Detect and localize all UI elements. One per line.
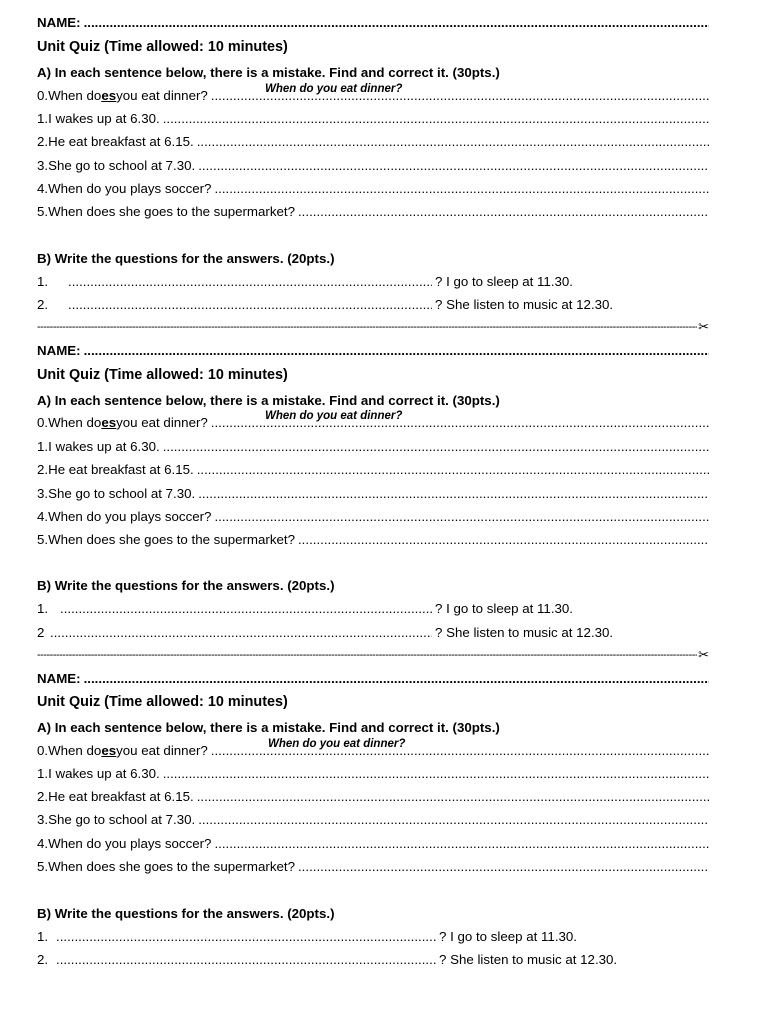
item-text: When do you plays soccer?	[48, 836, 212, 851]
part-b-item-1[interactable]	[37, 274, 709, 292]
item-number: 2.	[37, 297, 49, 312]
item-text: When does she goes to the supermarket?	[48, 532, 295, 547]
example-answer: When do you eat dinner?	[265, 410, 403, 422]
part-a-item-2[interactable]	[37, 462, 709, 480]
name-label: NAME:	[37, 671, 81, 686]
part-a-item-2[interactable]	[37, 134, 709, 152]
item-number: 1.	[37, 274, 49, 289]
item-number: 3.	[37, 812, 49, 827]
part-b-item-2[interactable]	[37, 952, 709, 970]
item-number: 0.	[37, 415, 49, 430]
example-answer: When do you eat dinner?	[265, 83, 403, 95]
item-number: 0.	[37, 743, 49, 758]
item-number: 2.	[37, 952, 49, 967]
example-underlined: es	[101, 415, 117, 430]
item-number: 2.	[37, 462, 49, 477]
cut-line	[37, 648, 709, 662]
part-a-item-5[interactable]	[37, 204, 709, 222]
part-a-heading: A) In each sentence below, there is a mistake. Find and correct it. (30pts.)	[37, 65, 500, 80]
example-underlined: es	[101, 88, 117, 103]
item-text: She go to school at 7.30.	[48, 158, 196, 173]
part-a-heading: A) In each sentence below, there is a mistake. Find and correct it. (30pts.)	[37, 393, 500, 408]
part-a-item-4[interactable]	[37, 509, 709, 527]
example-pre: When do	[48, 415, 102, 430]
item-number: 3.	[37, 486, 49, 501]
item-number: 2.	[37, 789, 49, 804]
item-text: When does she goes to the supermarket?	[48, 204, 295, 219]
part-b-item-1[interactable]	[37, 929, 709, 947]
example-post: you eat dinner?	[116, 88, 208, 103]
part-b-heading: B) Write the questions for the answers. (20pts.)	[37, 906, 335, 921]
given-answer: ? I go to sleep at 11.30.	[439, 929, 577, 944]
item-text: I wakes up at 6.30.	[48, 111, 160, 126]
item-number: 5.	[37, 204, 49, 219]
item-text: When do you plays soccer?	[48, 509, 212, 524]
part-b-item-2[interactable]	[37, 297, 709, 315]
part-b-heading: B) Write the questions for the answers. (20pts.)	[37, 578, 335, 593]
scissors-icon: ✂	[698, 320, 709, 334]
given-answer: ? I go to sleep at 11.30.	[435, 601, 573, 616]
item-number: 1.	[37, 929, 49, 944]
name-field[interactable]	[37, 15, 709, 33]
quiz-title: Unit Quiz (Time allowed: 10 minutes)	[37, 694, 288, 710]
item-number: 1.	[37, 601, 49, 616]
part-b-heading: B) Write the questions for the answers. (20pts.)	[37, 251, 335, 266]
part-a-item-5[interactable]	[37, 532, 709, 550]
quiz-title: Unit Quiz (Time allowed: 10 minutes)	[37, 39, 288, 55]
item-text: She go to school at 7.30.	[48, 486, 196, 501]
given-answer: ? She listen to music at 12.30.	[439, 952, 618, 967]
part-a-item-3[interactable]	[37, 158, 709, 176]
part-a-heading: A) In each sentence below, there is a mistake. Find and correct it. (30pts.)	[37, 720, 500, 735]
item-number: 5.	[37, 532, 49, 547]
part-a-item-1[interactable]	[37, 766, 709, 784]
item-text: I wakes up at 6.30.	[48, 766, 160, 781]
part-a-item-4[interactable]	[37, 181, 709, 199]
item-number: 5.	[37, 859, 49, 874]
part-a-item-3[interactable]	[37, 812, 709, 830]
item-number: 1.	[37, 766, 49, 781]
part-a-item-1[interactable]	[37, 111, 709, 129]
item-number: 4.	[37, 181, 49, 196]
example-underlined: es	[101, 743, 117, 758]
part-a-item-2[interactable]	[37, 789, 709, 807]
item-text: He eat breakfast at 6.15.	[48, 134, 194, 149]
example-post: you eat dinner?	[116, 743, 208, 758]
item-text: When does she goes to the supermarket?	[48, 859, 295, 874]
part-b-item-1[interactable]	[37, 601, 709, 619]
item-text: She go to school at 7.30.	[48, 812, 196, 827]
item-text: He eat breakfast at 6.15.	[48, 462, 194, 477]
scissors-icon: ✂	[698, 648, 709, 662]
part-a-item-3[interactable]	[37, 486, 709, 504]
example-answer: When do you eat dinner?	[268, 738, 406, 750]
example-post: you eat dinner?	[116, 415, 208, 430]
item-number: 2.	[37, 134, 49, 149]
example-pre: When do	[48, 88, 102, 103]
part-a-item-1[interactable]	[37, 439, 709, 457]
name-label: NAME:	[37, 343, 81, 358]
item-text: He eat breakfast at 6.15.	[48, 789, 194, 804]
item-number: 4.	[37, 509, 49, 524]
quiz-title: Unit Quiz (Time allowed: 10 minutes)	[37, 367, 288, 383]
item-number: 4.	[37, 836, 49, 851]
item-text: I wakes up at 6.30.	[48, 439, 160, 454]
example-pre: When do	[48, 743, 102, 758]
name-field[interactable]	[37, 343, 709, 361]
item-number: 1.	[37, 111, 49, 126]
item-text: When do you plays soccer?	[48, 181, 212, 196]
given-answer: ? She listen to music at 12.30.	[435, 625, 614, 640]
item-number: 2	[37, 625, 45, 640]
cut-line	[37, 320, 709, 334]
item-number: 1.	[37, 439, 49, 454]
part-a-item-4[interactable]	[37, 836, 709, 854]
item-number: 3.	[37, 158, 49, 173]
given-answer: ? She listen to music at 12.30.	[435, 297, 614, 312]
item-number: 0.	[37, 88, 49, 103]
name-field[interactable]	[37, 671, 709, 689]
part-a-item-5[interactable]	[37, 859, 709, 877]
part-b-item-2[interactable]	[37, 625, 709, 643]
given-answer: ? I go to sleep at 11.30.	[435, 274, 573, 289]
name-label: NAME:	[37, 15, 81, 30]
